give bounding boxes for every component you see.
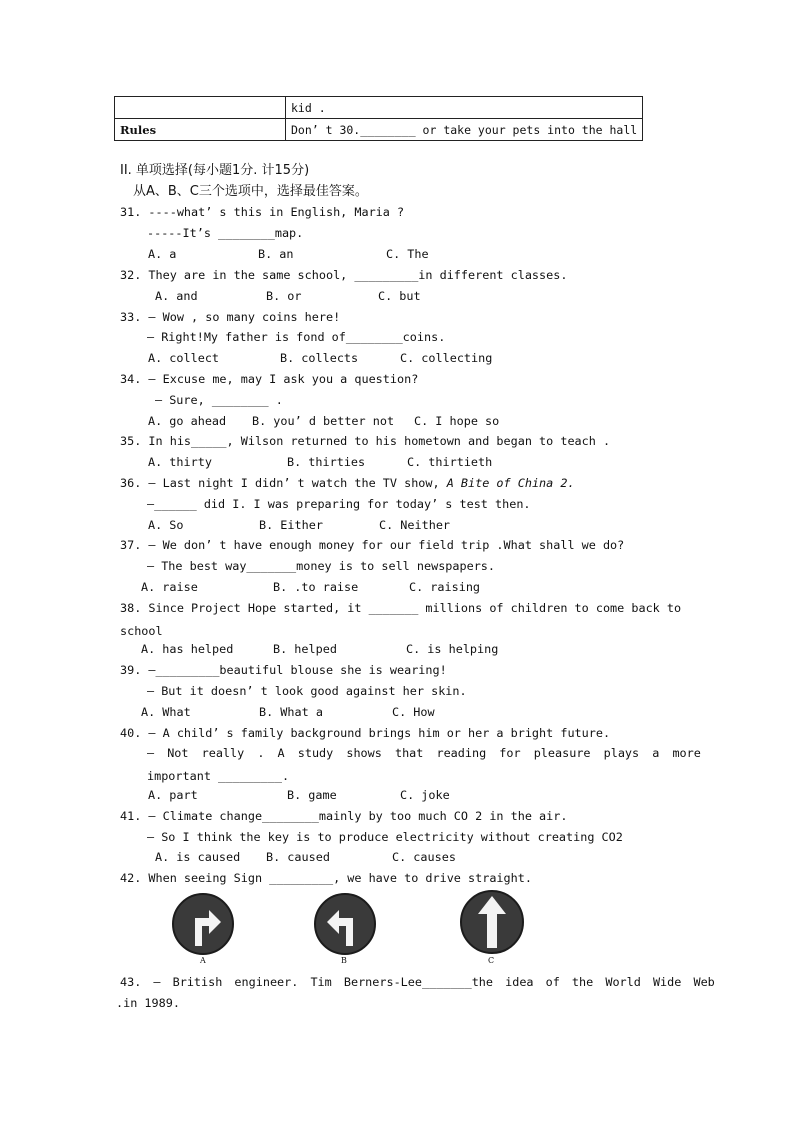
question-33-line2: — Right!My father is fond of________coins. xyxy=(147,330,446,344)
question-34-line2: — Sure, ________ . xyxy=(155,393,283,407)
question-33: 33. — Wow , so many coins here! xyxy=(120,310,341,324)
question-38-line2: school xyxy=(120,624,163,638)
table-row xyxy=(115,97,643,119)
option-b: B. collects xyxy=(280,351,359,365)
option-a: A. raise xyxy=(141,580,198,594)
question-37: 37. — We don’ t have enough money for our field trip .What shall we do? xyxy=(120,538,625,552)
option-b: B. game xyxy=(287,788,337,802)
option-a: A. part xyxy=(148,788,198,802)
question-41-line2: — So I think the key is to produce electricity without creating CO2 xyxy=(147,830,623,844)
option-c: C. The xyxy=(386,247,429,261)
option-a: A. go ahead xyxy=(148,414,227,428)
option-b: B. an xyxy=(258,247,294,261)
table-cell xyxy=(115,97,286,119)
option-b: B. thirties xyxy=(287,455,366,469)
option-c: C. but xyxy=(378,289,421,303)
sign-label-c: C xyxy=(488,956,495,965)
question-41: 41. — Climate change________mainly by too much CO 2 in the air. xyxy=(120,809,568,823)
option-b: B. helped xyxy=(273,642,337,656)
straight-arrow-icon xyxy=(460,888,524,956)
option-a: A. So xyxy=(148,518,184,532)
option-b: B. caused xyxy=(266,850,330,864)
question-39-line2: — But it doesn’ t look good against her skin. xyxy=(147,684,467,698)
option-c: C. Neither xyxy=(379,518,451,532)
rules-table xyxy=(114,96,643,141)
option-a: A. is caused xyxy=(155,850,241,864)
question-36-line2: —______ did I. I was preparing for today’ s test then. xyxy=(147,497,531,511)
option-b: B. you’ d better not xyxy=(252,414,395,428)
option-c: C. thirtieth xyxy=(407,455,493,469)
table-cell: Don’ t 30.________ or take your pets into the hall xyxy=(286,119,643,141)
table-row xyxy=(115,119,643,141)
option-a: A. and xyxy=(155,289,198,303)
option-c: C. How xyxy=(392,705,435,719)
option-c: C. raising xyxy=(409,580,481,594)
question-40-line3: important _________. xyxy=(147,769,290,783)
option-b: B. .to raise xyxy=(273,580,359,594)
option-c: C. is helping xyxy=(406,642,499,656)
question-31-line2: -----It’s ________map. xyxy=(147,226,304,240)
sign-label-b: B xyxy=(341,956,347,965)
question-39: 39. —_________beautiful blouse she is wearing! xyxy=(120,663,447,677)
question-34: 34. — Excuse me, may I ask you a question? xyxy=(120,372,419,386)
question-36-text: 36. — Last night I didn’ t watch the TV show, xyxy=(120,476,447,490)
question-37-line2: — The best way_______money is to sell newspapers. xyxy=(147,559,496,573)
question-32: 32. They are in the same school, _________in different classes. xyxy=(120,268,568,282)
option-b: B. Either xyxy=(259,518,323,532)
question-43: 43. — British engineer. Tim Berners-Lee_______the idea of the World Wide Web xyxy=(120,975,715,989)
table-cell: kid . xyxy=(286,97,643,119)
option-c: C. joke xyxy=(400,788,450,802)
traffic-signs xyxy=(168,888,538,968)
option-c: C. collecting xyxy=(400,351,493,365)
question-43-line2: .in 1989. xyxy=(116,996,180,1010)
option-a: A. collect xyxy=(148,351,220,365)
option-b: B. or xyxy=(266,289,302,303)
table-cell-rules-label: Rules xyxy=(115,119,286,141)
question-35: 35. In his_____, Wilson returned to his hometown and began to teach . xyxy=(120,434,611,448)
turn-right-arrow-icon xyxy=(171,892,235,956)
option-a: A. thirty xyxy=(148,455,212,469)
question-42: 42. When seeing Sign _________, we have to drive straight. xyxy=(120,871,532,885)
option-c: C. causes xyxy=(392,850,456,864)
question-40-line2: — Not really . A study shows that reading for pleasure plays a more xyxy=(147,746,701,760)
option-a: A. a xyxy=(148,247,177,261)
sign-label-a: A xyxy=(200,956,206,965)
question-36 xyxy=(120,478,575,490)
option-c: C. I hope so xyxy=(414,414,500,428)
option-b: B. What a xyxy=(259,705,323,719)
option-a: A. has helped xyxy=(141,642,234,656)
question-40: 40. — A child’ s family background brings him or her a bright future. xyxy=(120,726,611,740)
option-a: A. What xyxy=(141,705,191,719)
section-title: II. 单项选择(每小题1分. 计15分) xyxy=(120,163,310,178)
turn-left-arrow-icon xyxy=(313,892,377,956)
question-31: 31. ----what’ s this in English, Maria ? xyxy=(120,205,405,219)
section-instruction: 从A、B、C三个选项中，选择最佳答案。 xyxy=(133,184,368,199)
show-title: A Bite of China 2. xyxy=(446,476,575,490)
question-38: 38. Since Project Hope started, it _______ millions of children to come back to xyxy=(120,601,682,615)
